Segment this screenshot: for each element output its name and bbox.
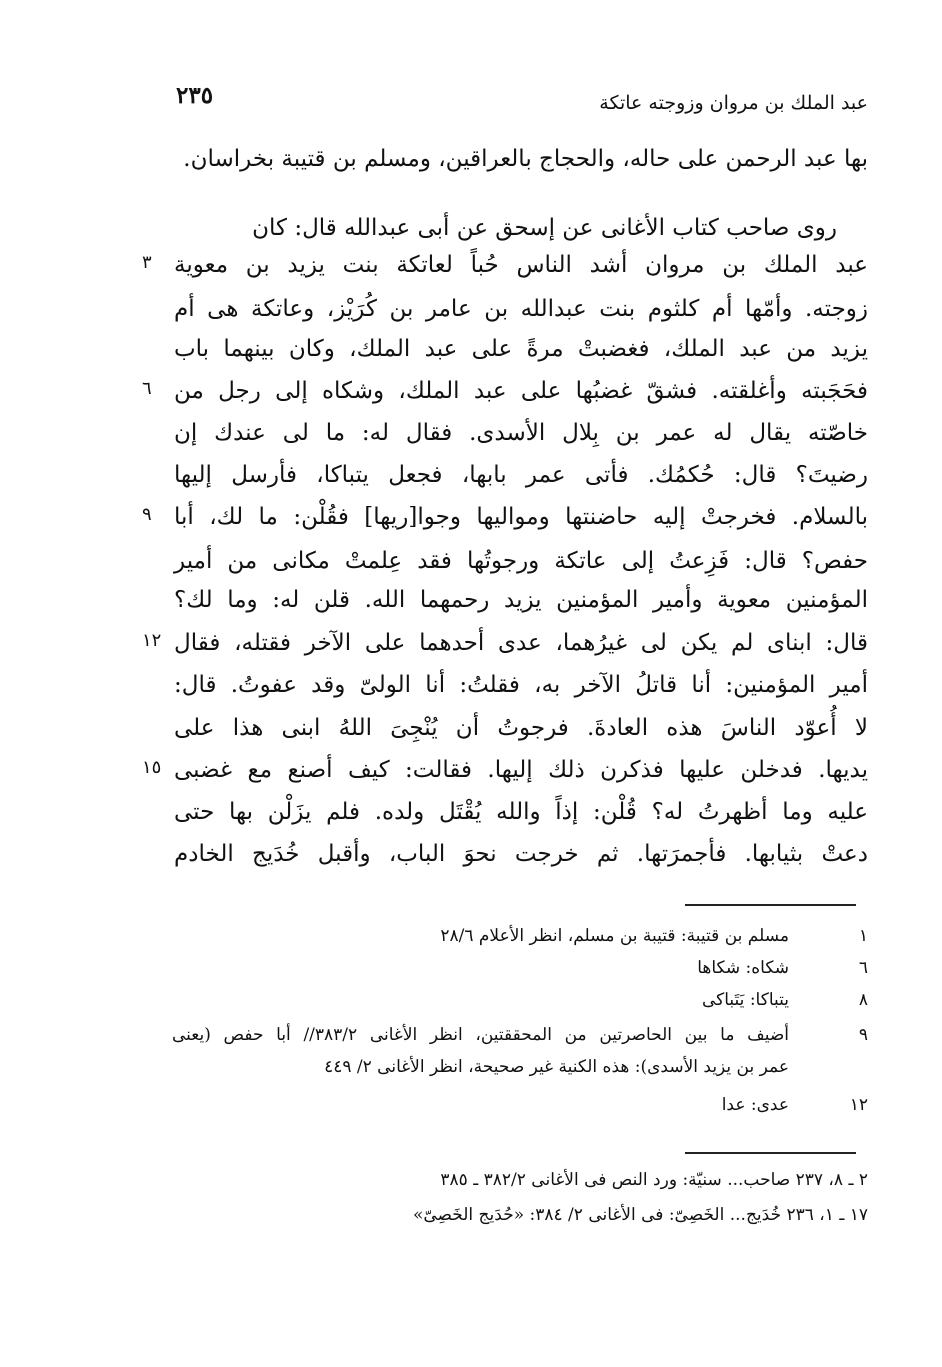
body-line-4: يزيد من عبد الملك، فغضبتْ مرةً على عبد الملك، وكان بينهما باب bbox=[174, 336, 868, 362]
body-line-10: المؤمنين معوية وأمير المؤمنين يزيد رحمهما الله. قلن له: وما لك؟ bbox=[174, 587, 868, 613]
body-line-7: رضيتَ؟ قال: حُكمُك. فأتى عمر بابها، فجعل يتباكا، فأرسل إليها bbox=[174, 462, 868, 488]
footnote-text-6: شكاه: شكاها bbox=[697, 958, 789, 978]
variants-divider bbox=[685, 1152, 856, 1154]
footnote-text-8: يتباكا: يَتَباكى bbox=[701, 990, 789, 1010]
variant-line-2: ١٧ ـ ١، ٢٣٦ خُدَيج... الخَصِىّ: فى الأغانى ٢/ ٣٨٤: «حُدَيج الخَصِىّ» bbox=[412, 1205, 868, 1225]
opening-line: بها عبد الرحمن على حاله، والحجاج بالعراقين، ومسلم بن قتيبة بخراسان. bbox=[183, 146, 868, 172]
footnote-number-6: ٦ bbox=[858, 958, 868, 978]
footnote-text-9-line-1: أضيف ما بين الحاصرتين من المحققتين، انظر الأغانى ٣٨٣/٢// أبا حفص (يعنى bbox=[172, 1025, 789, 1045]
footnote-text-9-line-2: عمر بن يزيد الأسدى): هذه الكنية غير صحيحة، انظر الأغانى ٢/ ٤٤٩ bbox=[324, 1057, 789, 1077]
line-marker-3: ٣ bbox=[142, 252, 152, 273]
body-line-8: بالسلام. فخرجتْ إليه حاضنتها ومواليها وجوا[ريها] فقُلْن: ما لك، أبا bbox=[174, 504, 868, 530]
body-line-2: عبد الملك بن مروان أشد الناس حُباً لعاتكة بنت يزيد بن معوية bbox=[174, 252, 868, 278]
body-line-1: روى صاحب كتاب الأغانى عن إسحق عن أبى عبدالله قال: كان bbox=[252, 215, 837, 241]
body-line-13: لا أُعوّد الناسَ هذه العادةَ. فرجوتُ أن يُنْجِىَ اللهُ ابنى هذا على bbox=[174, 715, 868, 741]
footnote-number-8: ٨ bbox=[858, 990, 868, 1010]
footnote-divider bbox=[685, 904, 856, 906]
body-line-16: دعتْ بثيابها. فأجمرَتها. ثم خرجت نحوَ الباب، وأقبل خُدَيج الخادم bbox=[174, 841, 868, 867]
body-line-6: خاصّته يقال له عمر بن بِلال الأسدى. فقال له: ما لى عندك إن bbox=[174, 420, 868, 446]
body-line-3: زوجته. وأمّها أم كلثوم بنت عبدالله بن عامر بن كُرَيْز، وعاتكة هى أم bbox=[174, 296, 868, 322]
footnote-number-9: ٩ bbox=[858, 1025, 868, 1045]
variant-line-1: ٢ ـ ٨، ٢٣٧ صاحب... سنيّة: ورد النص فى الأغانى ٣٨٢/٢ ـ ٣٨٥ bbox=[440, 1170, 868, 1190]
footnote-number-1: ١ bbox=[858, 926, 868, 946]
footnote-text-12: عدى: عدا bbox=[721, 1095, 789, 1115]
body-line-5: فحَجَبته وأغلقته. فشقّ غضبُها على عبد الملك، وشكاه إلى رجل من bbox=[174, 378, 868, 404]
line-marker-9: ٩ bbox=[142, 504, 152, 525]
page-number: ٢٣٥ bbox=[176, 82, 214, 109]
body-line-15: عليه وما أظهرتُ له؟ قُلْن: إذاً والله يُقْتَل ولده. فلم يزَلْن بها حتى bbox=[174, 799, 868, 825]
body-line-12: أمير المؤمنين: أنا قاتلُ الآخر به، فقلتُ: أنا الولىّ وقد عفوتُ. قال: bbox=[174, 672, 868, 698]
line-marker-15: ١٥ bbox=[142, 757, 162, 778]
body-line-14: يديها. فدخلن عليها فذكرن ذلك إليها. فقالت: كيف أصنع مع غضبى bbox=[174, 757, 868, 783]
footnote-number-12: ١٢ bbox=[849, 1095, 868, 1115]
body-line-11: قال: ابناى لم يكن لى غيرُهما، عدى أحدهما على الآخر فقتله، فقال bbox=[174, 630, 868, 656]
footnote-text-1: مسلم بن قتيبة: قتيبة بن مسلم، انظر الأعلام ٢٨/٦ bbox=[440, 926, 789, 946]
line-marker-6: ٦ bbox=[142, 378, 152, 399]
running-header-title: عبد الملك بن مروان وزوجته عاتكة bbox=[599, 92, 868, 114]
body-line-9: حفص؟ قال: فَزِعتُ إلى عاتكة ورجوتُها فقد عِلمتْ مكانى من أمير bbox=[174, 548, 868, 574]
line-marker-12: ١٢ bbox=[142, 630, 162, 651]
